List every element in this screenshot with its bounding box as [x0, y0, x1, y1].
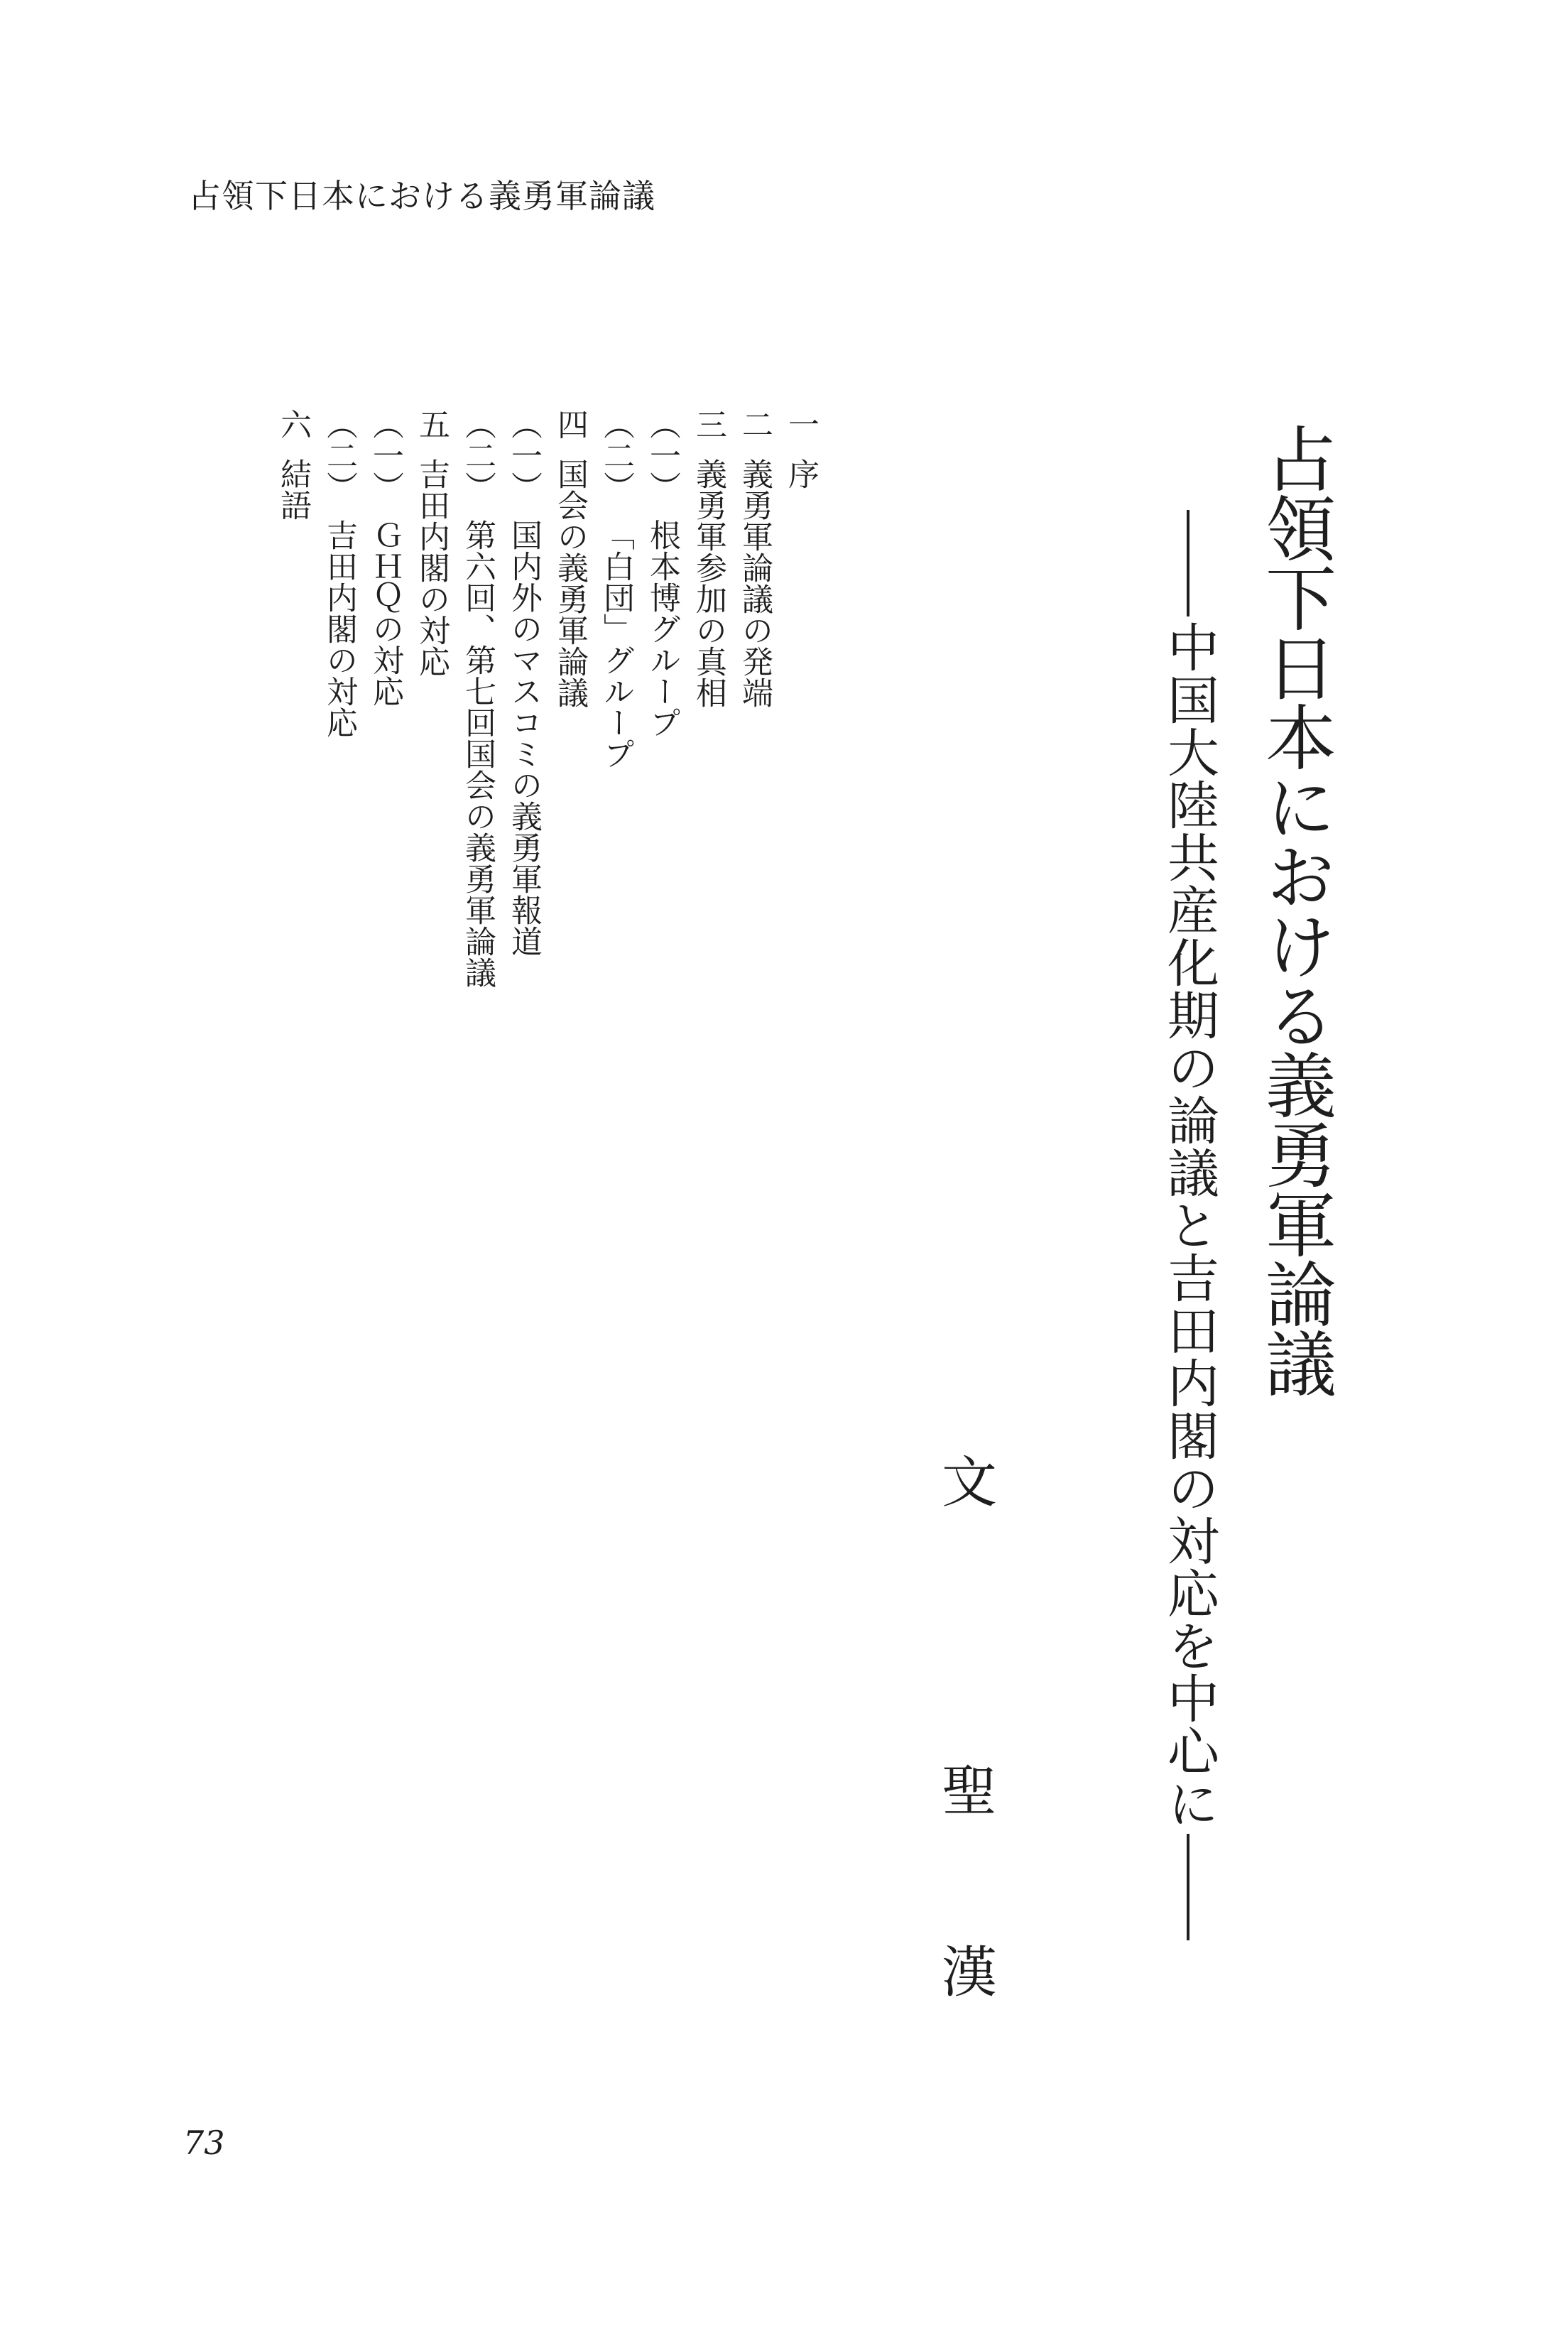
toc-item-number: （一）	[506, 408, 542, 502]
toc-item-label: 義勇軍論議の発端	[736, 458, 773, 708]
toc-item	[270, 408, 316, 977]
dash-left	[1187, 510, 1189, 616]
toc-item-label: 根本博グループ	[644, 519, 680, 738]
toc-subitem	[454, 408, 501, 988]
author-char-1: 文	[941, 1451, 997, 1515]
author-char-2: 聖	[941, 1760, 997, 1824]
toc-item-number: 三	[690, 408, 726, 440]
author-char-3: 漢	[941, 1941, 997, 2005]
toc-item-label: ＧＨＱの対応	[367, 519, 403, 707]
subtitle-text: 中国大陸共産化期の論議と吉田内閣の対応を中心に	[1158, 621, 1219, 1830]
toc-item-number: （一）	[367, 408, 403, 502]
toc-item-label: 序	[783, 458, 819, 489]
page-number: 73	[183, 2124, 225, 2162]
toc-item-number: （一）	[644, 408, 680, 502]
running-header: 占領下日本における義勇軍論議	[188, 177, 655, 215]
toc-item-label: 吉田内閣の対応	[413, 458, 450, 677]
toc-item	[731, 408, 778, 977]
toc-item	[685, 408, 731, 977]
toc-item-label: 吉田内閣の対応	[321, 519, 357, 738]
toc-item-number: （二）	[459, 408, 496, 502]
toc-subitem	[501, 408, 547, 977]
article-subtitle	[1155, 506, 1222, 1891]
article-title: 占領下日本における義勇軍論議	[1253, 423, 1336, 1397]
toc-subitem	[639, 408, 685, 977]
toc-item-label: 第六回、第七回国会の義勇軍論議	[459, 519, 496, 988]
toc-subitem	[593, 408, 639, 977]
toc-item	[778, 408, 824, 977]
toc-item-number: 一	[783, 408, 819, 440]
toc-item-label: 国内外のマスコミの義勇軍報道	[506, 519, 542, 957]
toc-subitem	[316, 408, 362, 977]
toc-item-label: 「白団」グループ	[598, 519, 634, 769]
table-of-contents	[234, 408, 824, 988]
toc-item	[547, 408, 593, 977]
toc-item-number: 五	[413, 408, 450, 440]
toc-item-label: 結語	[275, 458, 311, 521]
toc-item	[408, 408, 454, 977]
toc-item-number: 六	[275, 408, 311, 440]
toc-item-label: 義勇軍参加の真相	[690, 458, 726, 708]
toc-item-number: （二）	[321, 408, 357, 502]
dash-right	[1187, 1834, 1189, 1940]
toc-subitem	[362, 408, 408, 977]
toc-item-number: （二）	[598, 408, 634, 502]
toc-item-number: 二	[736, 408, 773, 440]
toc-item-number: 四	[552, 408, 588, 440]
toc-item-label: 国会の義勇軍論議	[552, 458, 588, 708]
